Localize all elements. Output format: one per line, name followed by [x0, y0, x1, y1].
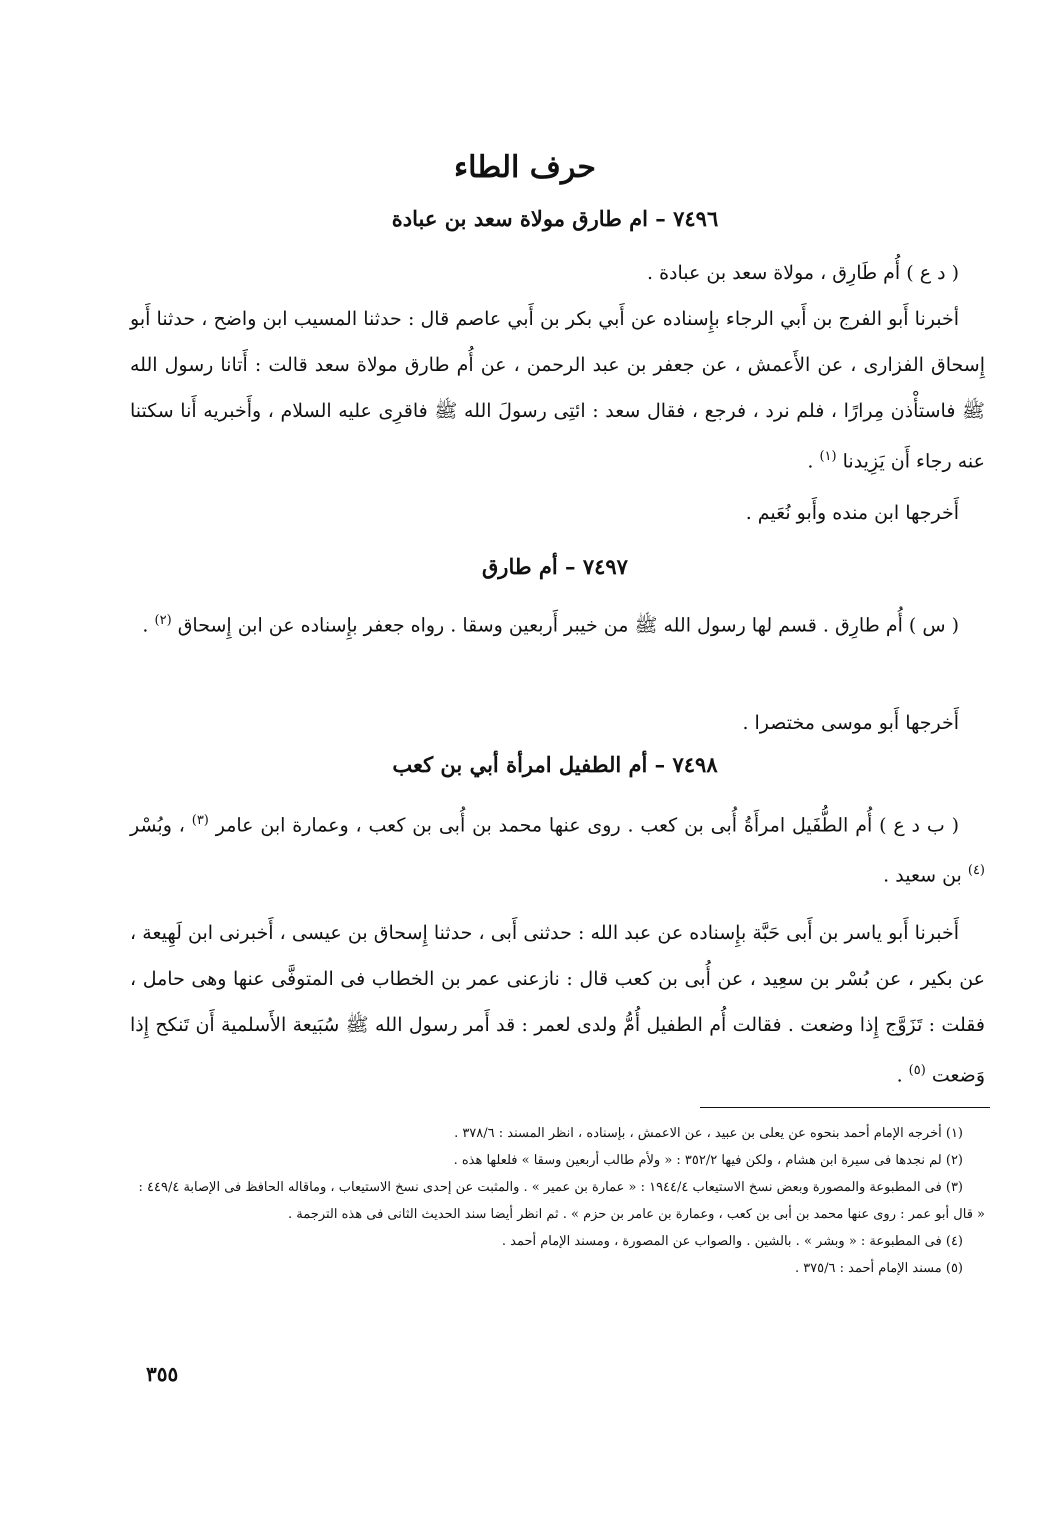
entry-7498-intro-b: ، وبُسْر	[130, 814, 192, 837]
entry-7496-narration-text: أخبرنا أَبو الفرج بن أَبي الرجاء بإِسناده عن أَبي بكر بن أَبي عاصم قال : حدثنا المسيب ابن واضح ، حدثنا أَبو إِسحاق الفزارى ، عن الأَعمش ، عن جعفر بن عبد الرحمن ، عن أُم طارق مولاة سعد قالت : أَتانا رسول الله ﷺ فاستأْذن مِرارًا ، فلم نرد ، فرجع ، فقال سعد : ائتِى رسولَ الله ﷺ فاقرِى عليه السلام ، وأَخبريه أَنا سكتنا عنه رجاء أَن يَزِيدنا	[130, 308, 985, 473]
entry-heading-7497: ٧٤٩٧ – أم طارق	[482, 554, 628, 579]
entry-7496-takhrij: أَخرجها ابن منده وأَبو نُعَيم .	[745, 502, 959, 524]
entry-heading-7496: ٧٤٩٦ – ام طارق مولاة سعد بن عبادة	[391, 206, 719, 231]
entry-7497-text-end: .	[142, 614, 155, 637]
entry-7498-intro	[130, 798, 985, 899]
entry-7498-narration-end: .	[896, 1064, 909, 1087]
entry-7497-text-body: ( س ) أُم طارِق . قسم لها رسول الله ﷺ من خيبر أَربعين وسقا . رواه جعفر بإِسناده عن ابن إِسحاق	[177, 614, 959, 637]
footnote-4: (٤) فى المطبوعة : « وبشر » . بالشين . والصواب عن المصورة ، ومسند الإمام أحمد .	[501, 1234, 963, 1249]
entry-7497-text	[130, 598, 985, 648]
entry-7498-narration	[130, 910, 985, 1098]
entry-7497-takhrij: أَخرجها أَبو موسى مختصرا .	[742, 712, 959, 734]
footnote-5: (٥) مسند الإمام أحمد : ٣٧٥/٦ .	[794, 1261, 963, 1276]
chapter-title: حرف الطاء	[454, 150, 596, 185]
footnote-ref-2: (٢)	[154, 613, 172, 628]
entry-7496-narration	[130, 296, 985, 484]
entry-7498-intro-a: ( ب د ع ) أُم الطُّفَيل امرأَةُ أُبى بن كعب . روى عنها محمد بن أُبى بن كعب ، وعمارة ابن عامر	[215, 814, 959, 837]
entry-heading-7498: ٧٤٩٨ – أم الطفيل امرأة أبي بن كعب	[392, 752, 718, 777]
entry-7498-narration-text: أَخبرنا أَبو ياسر بن أَبى حَبَّة بإِسناده عن عبد الله : حدثنى أَبى ، حدثنا إِسحاق بن عيسى ، أَخبرنى ابن لَهِيعة ، عن بكير ، عن بُسْر بن سعِيد ، عن أُبى بن كعب قال : نازعنى عمر بن الخطاب فى المتوفَّى عنها وهى حامل ، فقلت : تَزَوَّج إِذا وضعت . فقالت أُم الطفيل أُمُّ ولدى لعمر : قد أَمر رسول الله ﷺ سُبَيعة الأَسلمية أَن تَنكح إِذا وَضعت	[130, 922, 985, 1087]
entry-7498-intro-c: بن سعيد .	[883, 864, 968, 887]
footnote-1: (١) أخرجه الإمام أحمد بنحوه عن يعلى بن عبيد ، عن الاعمش ، بإسناده ، انظر المسند : ٣٧٨/٦ .	[454, 1126, 963, 1141]
entry-7496-narration-end: .	[807, 450, 820, 473]
entry-7496-intro: ( د ع ) أُم طَارِق ، مولاة سعد بن عبادة .	[647, 262, 959, 284]
footnote-divider	[700, 1107, 990, 1108]
footnote-ref-5: (٥)	[908, 1063, 926, 1078]
page-number: ٣٥٥	[146, 1362, 179, 1386]
footnote-ref-4: (٤)	[967, 863, 985, 879]
footnote-ref-1: (١)	[819, 449, 837, 464]
footnote-3: (٣) فى المطبوعة والمصورة وبعض نسخ الاستيعاب ١٩٤٤/٤ : « عمارة بن عمير » . والمثبت عن إحدى نسخ الاستيعاب ، وماقاله الحافظ فى الإصابة ٤٤٩/٤ : « قال أبو عمر : روى عنها محمد بن أبى بن كعب ، وعمارة بن عامر بن حزم » . ثم انظر أيضا سند الحديث الثانى فى هذه الترجمة .	[138, 1180, 985, 1222]
footnote-ref-3: (٣)	[191, 813, 209, 828]
footnote-2: (٢) لم نجدها فى سيرة ابن هشام ، ولكن فيها ٣٥٢/٢ : « ولأم طالب أربعين وسقا » فلعلها هذه .	[453, 1153, 963, 1168]
footnotes	[130, 1120, 985, 1282]
